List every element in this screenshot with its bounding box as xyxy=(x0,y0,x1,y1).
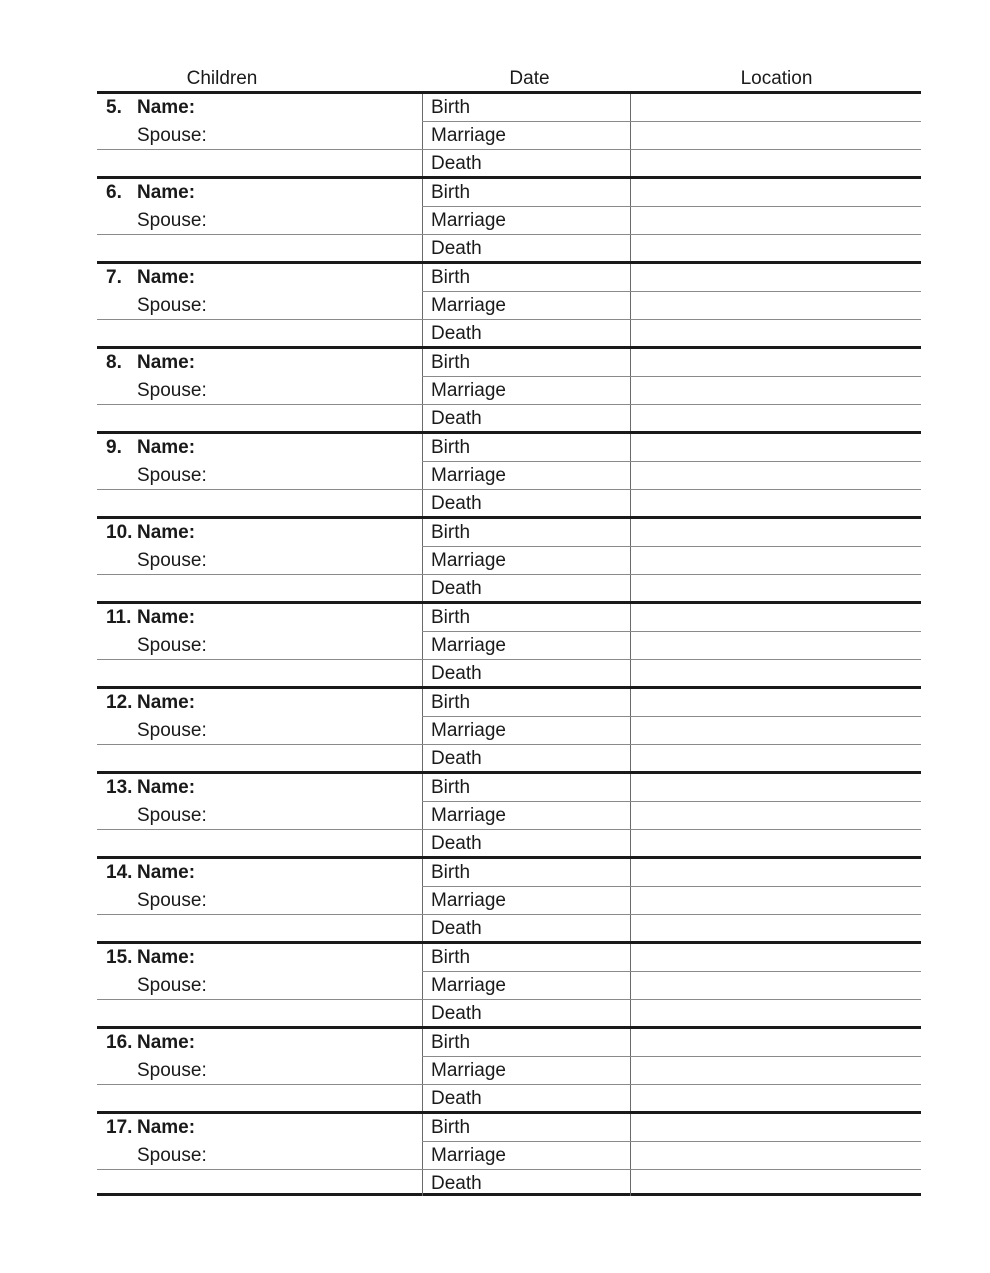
birth-label: Birth xyxy=(431,437,471,458)
death-row xyxy=(97,575,921,603)
marriage-label: Marriage xyxy=(431,635,506,656)
birth-row xyxy=(97,434,921,462)
name-label: Name: xyxy=(137,862,196,883)
death-row xyxy=(97,830,921,858)
death-label: Death xyxy=(431,153,482,174)
child-entry xyxy=(97,176,921,261)
marriage-row xyxy=(97,717,921,745)
birth-label: Birth xyxy=(431,947,471,968)
spouse-label: Spouse: xyxy=(137,125,207,146)
death-row xyxy=(97,320,921,348)
child-entry xyxy=(97,856,921,941)
spouse-label: Spouse: xyxy=(137,720,207,741)
child-number: 6. xyxy=(106,182,122,203)
spouse-label: Spouse: xyxy=(137,380,207,401)
children-entries xyxy=(97,91,921,1196)
marriage-row xyxy=(97,1142,921,1170)
birth-label: Birth xyxy=(431,1032,471,1053)
birth-label: Birth xyxy=(431,267,471,288)
birth-label: Birth xyxy=(431,352,471,373)
marriage-label: Marriage xyxy=(431,1060,506,1081)
death-label: Death xyxy=(431,748,482,769)
birth-label: Birth xyxy=(431,182,471,203)
spouse-label: Spouse: xyxy=(137,805,207,826)
marriage-label: Marriage xyxy=(431,805,506,826)
death-label: Death xyxy=(431,833,482,854)
birth-row xyxy=(97,689,921,717)
child-number: 15. xyxy=(106,947,133,968)
death-row xyxy=(97,150,921,178)
name-label: Name: xyxy=(137,692,196,713)
marriage-label: Marriage xyxy=(431,465,506,486)
birth-label: Birth xyxy=(431,777,471,798)
death-row xyxy=(97,405,921,433)
birth-row xyxy=(97,519,921,547)
name-label: Name: xyxy=(137,97,196,118)
name-label: Name: xyxy=(137,182,196,203)
death-row xyxy=(97,915,921,943)
birth-label: Birth xyxy=(431,862,471,883)
child-entry xyxy=(97,941,921,1026)
death-label: Death xyxy=(431,323,482,344)
name-label: Name: xyxy=(137,947,196,968)
marriage-label: Marriage xyxy=(431,550,506,571)
marriage-row xyxy=(97,887,921,915)
child-number: 16. xyxy=(106,1032,133,1053)
header-location: Location xyxy=(740,68,813,89)
death-row xyxy=(97,235,921,263)
child-number: 17. xyxy=(106,1117,133,1138)
birth-label: Birth xyxy=(431,692,471,713)
birth-row xyxy=(97,859,921,887)
child-entry xyxy=(97,346,921,431)
child-number: 8. xyxy=(106,352,122,373)
child-entry xyxy=(97,686,921,771)
header-children: Children xyxy=(186,68,258,89)
marriage-row xyxy=(97,547,921,575)
marriage-row xyxy=(97,632,921,660)
birth-row xyxy=(97,1114,921,1142)
spouse-label: Spouse: xyxy=(137,975,207,996)
marriage-label: Marriage xyxy=(431,720,506,741)
birth-row xyxy=(97,264,921,292)
child-number: 13. xyxy=(106,777,133,798)
death-label: Death xyxy=(431,493,482,514)
spouse-label: Spouse: xyxy=(137,295,207,316)
marriage-row xyxy=(97,972,921,1000)
genealogy-children-form xyxy=(97,64,921,1196)
child-entry xyxy=(97,771,921,856)
death-row xyxy=(97,745,921,773)
birth-row xyxy=(97,179,921,207)
spouse-label: Spouse: xyxy=(137,550,207,571)
marriage-label: Marriage xyxy=(431,1145,506,1166)
marriage-label: Marriage xyxy=(431,975,506,996)
death-label: Death xyxy=(431,1088,482,1109)
spouse-label: Spouse: xyxy=(137,465,207,486)
name-label: Name: xyxy=(137,777,196,798)
name-label: Name: xyxy=(137,522,196,543)
birth-label: Birth xyxy=(431,1117,471,1138)
child-number: 10. xyxy=(106,522,133,543)
spouse-label: Spouse: xyxy=(137,1145,207,1166)
spouse-label: Spouse: xyxy=(137,1060,207,1081)
name-label: Name: xyxy=(137,437,196,458)
death-row xyxy=(97,660,921,688)
marriage-label: Marriage xyxy=(431,295,506,316)
death-label: Death xyxy=(431,578,482,599)
spouse-label: Spouse: xyxy=(137,210,207,231)
child-number: 7. xyxy=(106,267,122,288)
name-label: Name: xyxy=(137,267,196,288)
child-entry xyxy=(97,1111,921,1196)
marriage-label: Marriage xyxy=(431,380,506,401)
death-label: Death xyxy=(431,1003,482,1024)
birth-row xyxy=(97,774,921,802)
birth-label: Birth xyxy=(431,607,471,628)
child-entry xyxy=(97,601,921,686)
birth-row xyxy=(97,944,921,972)
death-label: Death xyxy=(431,408,482,429)
marriage-row xyxy=(97,802,921,830)
child-entry xyxy=(97,1026,921,1111)
marriage-row xyxy=(97,377,921,405)
death-label: Death xyxy=(431,918,482,939)
header-date: Date xyxy=(509,68,550,89)
birth-label: Birth xyxy=(431,97,471,118)
child-number: 14. xyxy=(106,862,133,883)
death-label: Death xyxy=(431,663,482,684)
marriage-label: Marriage xyxy=(431,210,506,231)
spouse-label: Spouse: xyxy=(137,890,207,911)
spouse-label: Spouse: xyxy=(137,635,207,656)
child-number: 12. xyxy=(106,692,133,713)
name-label: Name: xyxy=(137,1117,196,1138)
marriage-row xyxy=(97,462,921,490)
death-label: Death xyxy=(431,1173,482,1194)
death-row xyxy=(97,1000,921,1028)
marriage-row xyxy=(97,122,921,150)
death-row xyxy=(97,1085,921,1113)
marriage-row xyxy=(97,207,921,235)
marriage-label: Marriage xyxy=(431,125,506,146)
death-label: Death xyxy=(431,238,482,259)
name-label: Name: xyxy=(137,1032,196,1053)
birth-row xyxy=(97,604,921,632)
child-number: 11. xyxy=(106,607,132,628)
child-number: 5. xyxy=(106,97,122,118)
marriage-row xyxy=(97,1057,921,1085)
name-label: Name: xyxy=(137,352,196,373)
child-number: 9. xyxy=(106,437,122,458)
marriage-row xyxy=(97,292,921,320)
child-entry xyxy=(97,431,921,516)
name-label: Name: xyxy=(137,607,196,628)
child-entry xyxy=(97,91,921,176)
death-row xyxy=(97,490,921,518)
child-entry xyxy=(97,261,921,346)
birth-row xyxy=(97,349,921,377)
birth-row xyxy=(97,94,921,122)
death-row xyxy=(97,1170,921,1198)
child-entry xyxy=(97,516,921,601)
table-header xyxy=(97,64,921,91)
birth-label: Birth xyxy=(431,522,471,543)
marriage-label: Marriage xyxy=(431,890,506,911)
birth-row xyxy=(97,1029,921,1057)
